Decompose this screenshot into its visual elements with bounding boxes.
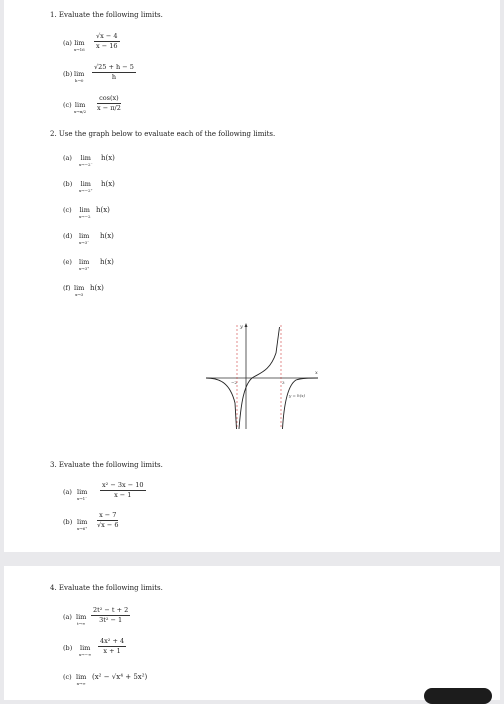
q2e-label: (e) (63, 258, 72, 266)
q2c-label: (c) (63, 206, 72, 214)
q1a-denominator: x − 16 (96, 41, 118, 50)
q4b-denominator: x + 1 (103, 646, 121, 655)
q1-heading: 1. Evaluate the following limits. (50, 11, 163, 19)
x-axis-label: x (315, 370, 318, 376)
q1b-denominator: h (111, 72, 117, 81)
q2d-lim: lim x→3⁻ (79, 232, 90, 245)
worksheet-page-1 (4, 0, 500, 552)
q2c-lim: lim x→−2 (79, 206, 91, 219)
q2c-expr: h(x) (96, 206, 110, 214)
function-graph (200, 323, 324, 431)
q4b-fraction (98, 638, 126, 654)
q4a-lim: lim t→∞ (76, 613, 87, 626)
q1c-label: (c) (63, 101, 72, 109)
q3a-lim: lim x→1⁻ (77, 488, 88, 501)
curve-label: y = h(x) (289, 393, 306, 398)
q2b-expr: h(x) (101, 180, 115, 188)
q4c-label: (c) (63, 673, 72, 681)
q2a-lim: lim x→−2⁻ (79, 154, 93, 167)
curve-left-branch (206, 378, 237, 429)
q4b-label: (b) (63, 644, 73, 652)
q1c-fraction (97, 95, 121, 111)
q2e-lim: lim x→3⁺ (79, 258, 90, 271)
q4b-numerator: 4x² + 4 (100, 637, 125, 645)
floating-action-button[interactable] (424, 688, 492, 704)
q1c-denominator: x − π/2 (97, 103, 121, 112)
q2f-label: (f) (63, 284, 71, 292)
q3b-label: (b) (63, 518, 73, 526)
q1a-lim: lim x→16 (74, 39, 85, 52)
q3b-numerator: x − 7 (99, 511, 117, 519)
q3a-numerator: x² − 3x − 10 (102, 481, 144, 489)
q3-heading: 3. Evaluate the following limits. (50, 461, 163, 469)
worksheet-page-2 (4, 566, 500, 700)
q3a-denominator: x − 1 (114, 490, 132, 499)
y-axis-arrow-icon (245, 323, 248, 327)
q3b-fraction (97, 512, 119, 528)
q4a-label: (a) (63, 613, 72, 621)
q2f-lim: lim x→3 (74, 284, 85, 297)
q4a-denominator: 3t² − 1 (99, 615, 123, 624)
q1b-label: (b) (63, 70, 73, 78)
q1a-numerator: √x − 4 (96, 32, 118, 40)
q1b-numerator: √25 + h − 5 (94, 63, 134, 71)
q3b-denominator: √x − 6 (97, 520, 119, 529)
q2-heading: 2. Use the graph below to evaluate each of the following limits. (50, 130, 276, 138)
q3b-lim: lim x→6⁺ (77, 518, 88, 531)
q3a-label: (a) (63, 488, 72, 496)
tick-label-neg2: −2 (231, 380, 237, 385)
q4-heading: 4. Evaluate the following limits. (50, 584, 163, 592)
q2e-expr: h(x) (100, 258, 114, 266)
q2a-expr: h(x) (101, 154, 115, 162)
q4c-expr: (x² − √x⁴ + 5x²) (92, 673, 148, 681)
q2a-label: (a) (63, 154, 72, 162)
q2b-label: (b) (63, 180, 73, 188)
q1a-fraction (94, 33, 120, 49)
q3a-fraction (100, 482, 146, 498)
y-axis-label: y (240, 324, 243, 330)
q2d-expr: h(x) (100, 232, 114, 240)
q4a-numerator: 2t² − t + 2 (93, 606, 129, 614)
q4b-lim: lim x→−∞ (79, 644, 92, 657)
q1b-lim: lim h→0 (74, 70, 85, 83)
curve-right-branch (283, 378, 319, 429)
q4c-lim: lim x→∞ (76, 673, 87, 686)
tick-label-3: 3 (282, 380, 285, 385)
q2b-lim: lim x→−2⁺ (79, 180, 93, 193)
q1a-label: (a) (63, 39, 72, 47)
q4a-fraction (91, 607, 130, 623)
q1c-lim: lim x→π/2 (74, 101, 87, 114)
q2d-label: (d) (63, 232, 73, 240)
q2f-expr: h(x) (90, 284, 104, 292)
q1b-fraction (92, 64, 136, 80)
q1c-numerator: cos(x) (99, 94, 119, 102)
